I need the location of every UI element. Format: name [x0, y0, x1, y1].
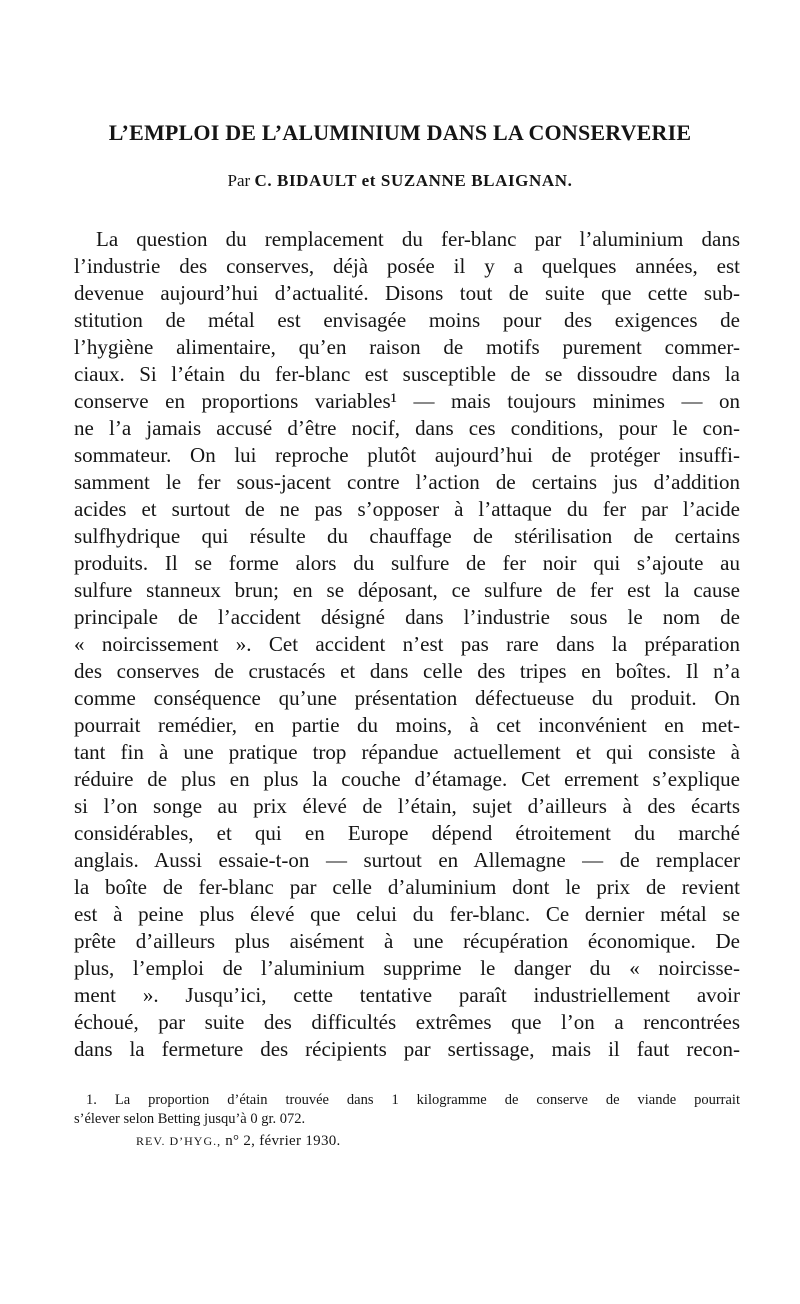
footnote: [74, 1091, 740, 1129]
body-line: sommateur. On lui reproche plutôt aujourd’hui de protéger insuffi-: [74, 443, 740, 467]
body-line: produits. Il se forme alors du sulfure de fer noir qui s’ajoute au: [74, 551, 740, 575]
body-line: ment ». Jusqu’ici, cette tentative paraît industriellement avoir: [74, 983, 740, 1007]
body-line: réduire de plus en plus la couche d’étamage. Cet errement s’explique: [74, 767, 740, 791]
body-line: comme conséquence qu’une présentation défectueuse du produit. On: [74, 686, 740, 710]
body-line: « noircissement ». Cet accident n’est pas rare dans la préparation: [74, 632, 740, 656]
body-line: La question du remplacement du fer-blanc par l’aluminium dans: [96, 227, 740, 251]
body-line: sulfure stanneux brun; en se déposant, ce sulfure de fer est la cause: [74, 578, 740, 602]
body-line: sulfhydrique qui résulte du chauffage de stérilisation de certains: [74, 524, 740, 548]
byline-prefix: Par: [227, 171, 251, 190]
body-line: pourrait remédier, en partie du moins, à cet inconvénient en met-: [74, 713, 740, 737]
body-line: samment le fer sous-jacent contre l’action de certains jus d’addition: [74, 470, 740, 494]
body-line: dans la fermeture des récipients par sertissage, mais il faut recon-: [74, 1037, 740, 1061]
body-line: principale de l’accident désigné dans l’industrie sous le nom de: [74, 605, 740, 629]
running-footer: [136, 1133, 341, 1150]
body-line: devenue aujourd’hui d’actualité. Disons tout de suite que cette sub-: [74, 281, 740, 305]
body-line: acides et surtout de ne pas s’opposer à l’attaque du fer par l’acide: [74, 497, 740, 521]
body-line: tant fin à une pratique trop répandue actuellement et qui consiste à: [74, 740, 740, 764]
issue-info: n° 2, février 1930.: [225, 1133, 341, 1149]
body-line: plus, l’emploi de l’aluminium supprime le danger du « noircisse-: [74, 956, 740, 980]
article-body: [74, 226, 740, 1063]
body-line: des conserves de crustacés et dans celle des tripes en boîtes. Il n’a: [74, 659, 740, 683]
body-line: si l’on songe au prix élevé de l’étain, sujet d’ailleurs à des écarts: [74, 794, 740, 818]
byline-authors: C. BIDAULT et SUZANNE BLAIGNAN.: [254, 171, 573, 190]
body-line: est à peine plus élevé que celui du fer-blanc. Ce dernier métal se: [74, 902, 740, 926]
body-line: anglais. Aussi essaie-t-on — surtout en Allemagne — de remplacer: [74, 848, 740, 872]
body-line: la boîte de fer-blanc par celle d’aluminium dont le prix de revient: [74, 875, 740, 899]
body-line: conserve en proportions variables¹ — mais toujours minimes — on: [74, 389, 740, 413]
body-line: échoué, par suite des difficultés extrêmes que l’on a rencontrées: [74, 1010, 740, 1034]
journal-abbreviation: REV. D’HYG.,: [136, 1134, 222, 1148]
body-line: prête d’ailleurs plus aisément à une récupération économique. De: [74, 929, 740, 953]
body-line: l’hygiène alimentaire, qu’en raison de motifs purement commer-: [74, 335, 740, 359]
body-line: stitution de métal est envisagée moins pour des exigences de: [74, 308, 740, 332]
article-byline: [0, 171, 800, 191]
footnote-line: s’élever selon Betting jusqu’à 0 gr. 072.: [74, 1111, 306, 1127]
body-line: l’industrie des conserves, déjà posée il y a quelques années, est: [74, 254, 740, 278]
footnote-line: 1. La proportion d’étain trouvée dans 1 kilogramme de conserve de viande pourrait: [86, 1092, 740, 1108]
body-line: ciaux. Si l’étain du fer-blanc est susceptible de se dissoudre dans la: [74, 362, 740, 386]
body-line: ne l’a jamais accusé d’être nocif, dans ces conditions, pour le con-: [74, 416, 740, 440]
body-line: considérables, et qui en Europe dépend étroitement du marché: [74, 821, 740, 845]
article-title: L’EMPLOI DE L’ALUMINIUM DANS LA CONSERVERIE: [108, 120, 692, 145]
